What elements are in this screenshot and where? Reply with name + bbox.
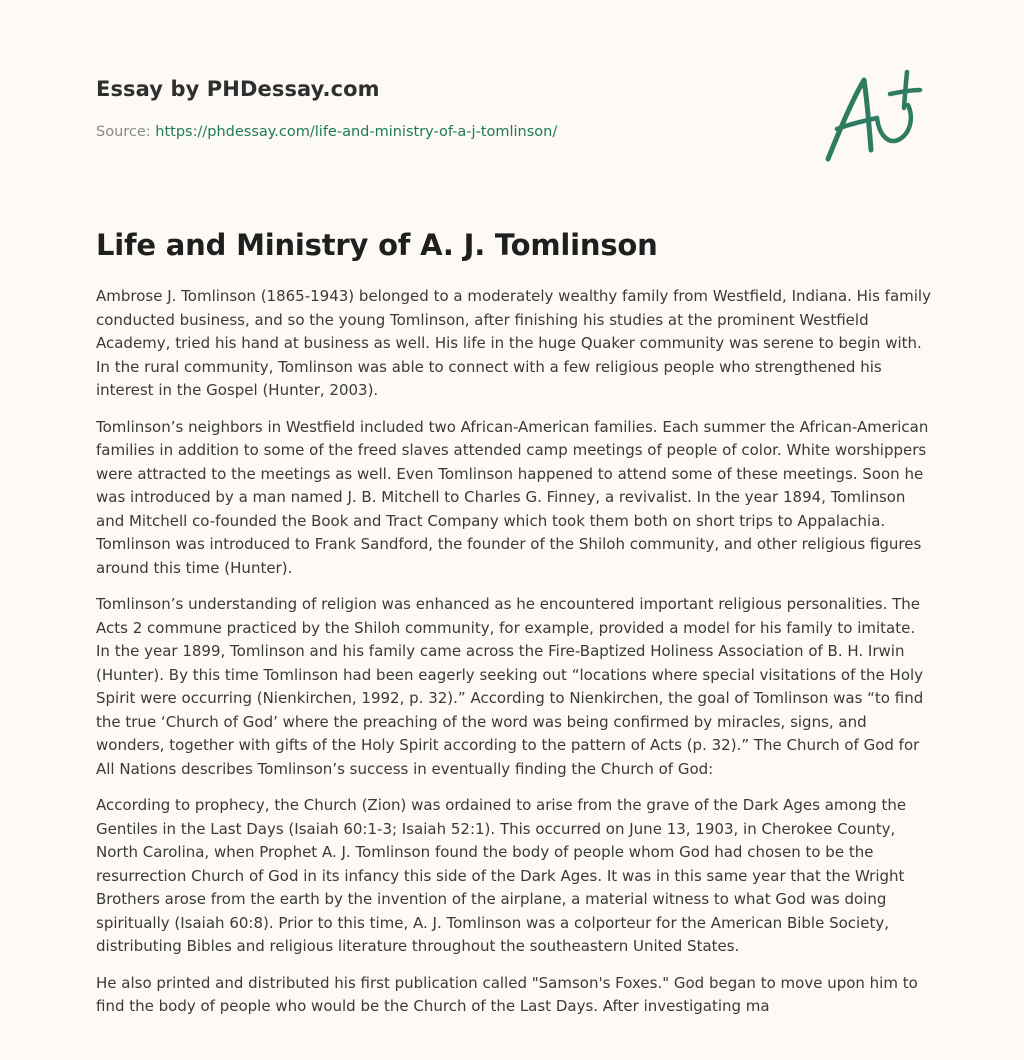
paragraph: Tomlinson’s neighbors in Westfield included two African-American families. Each summer the African-American families in addition to some of the freed slaves attended camp meetings of people of color. White worshippers were attracted to the meetings as well. Even Tomlinson happened to attend some of these meetings. Soon he was introduced by a man named J. B. Mitchell to Charles G. Finney, a revivalist. In the year 1894, Tomlinson and Mitchell co-founded the Book and Tract Company which took them both on short trips to Appalachia. Tomlinson was introduced to Frank Sandford, the founder of the Shiloh community, and other religious figures around this time (Hunter). <box>96 417 929 577</box>
source-label: Source: <box>96 124 156 140</box>
essay-body <box>96 285 931 1032</box>
a-plus-icon <box>822 66 926 166</box>
source-line <box>96 124 557 140</box>
source-link[interactable]: https://phdessay.com/life-and-ministry-of-a-j-tomlinson/ <box>155 124 558 140</box>
paragraph: Ambrose J. Tomlinson (1865-1943) belonged to a moderately wealthy family from Westfield, Indiana. His family conducted business, and so the young Tomlinson, after finishing his studies at the prominent Westfield Academy, tried his hand at business as well. His life in the huge Quaker community was serene to begin with. In the rural community, Tomlinson was able to connect with a few religious people who strengthened his interest in the Gospel (Hunter, 2003). <box>96 287 931 399</box>
paragraph: According to prophecy, the Church (Zion) was ordained to arise from the grave of the Dark Ages among the Gentiles in the Last Days (Isaiah 60:1-3; Isaiah 52:1). This occurred on June 13, 1903, in Cherokee County, North Carolina, when Prophet A. J. Tomlinson found the body of people whom God had chosen to be the resurrection Church of God in its infancy this side of the Dark Ages. It was in this same year that the Wright Brothers arose from the earth by the invention of the airplane, a material witness to what God was doing spiritually (Isaiah 60:8). Prior to this time, A. J. Tomlinson was a colporteur for the American Bible Society, distributing Bibles and religious literature throughout the southeastern United States. <box>96 796 907 955</box>
paragraph: Tomlinson’s understanding of religion was enhanced as he encountered important religious personalities. The Acts 2 commune practiced by the Shiloh community, for example, provided a model for his family to imitate. In the year 1899, Tomlinson and his family came across the Fire-Baptized Holiness Association of B. H. Irwin (Hunter). By this time Tomlinson had been eagerly seeking out “locations where special visitations of the Holy Spirit were occurring (Nienkirchen, 1992, p. 32).” According to Nienkirchen, the goal of Tomlinson was “to find the true ‘Church of God’ where the preaching of the word was being confirmed by miracles, signs, and wonders, together with gifts of the Holy Spirit according to the pattern of Acts (p. 32).” The Church of God for All Nations describes Tomlinson’s success in eventually finding the Church of God: <box>96 595 924 778</box>
paragraph: He also printed and distributed his first publication called "Samson's Foxes." God began to move upon him to find the body of people who would be the Church of the Last Days. After investigating ma <box>96 973 918 1015</box>
site-title: Essay by PHDessay.com <box>96 77 380 101</box>
essay-title: Life and Ministry of A. J. Tomlinson <box>96 228 658 262</box>
